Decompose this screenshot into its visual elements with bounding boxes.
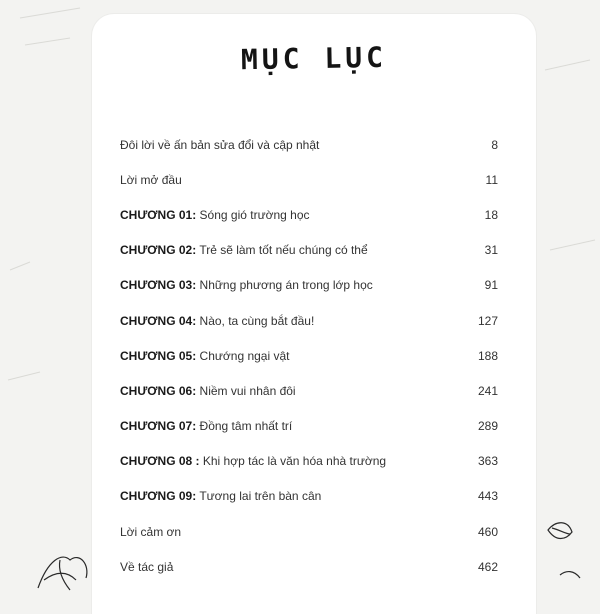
toc-entry [120, 233, 498, 268]
toc-entry-title: Những phương án trong lớp học [196, 278, 373, 293]
toc-chapter-number: CHƯƠNG 05: [120, 348, 197, 363]
toc-page [92, 14, 536, 614]
toc-page-number: 241 [477, 383, 498, 398]
toc-page-number: 8 [491, 137, 498, 152]
toc-entry [120, 268, 498, 303]
toc-entry-label [120, 243, 368, 257]
toc-entry-title: Đôi lời về ấn bản sửa đổi và cập nhật [120, 137, 320, 152]
toc-page-number: 11 [485, 172, 498, 187]
toc-page-number: 462 [477, 559, 498, 574]
toc-entry-title: Lời cảm ơn [120, 524, 182, 539]
toc-entry-label [120, 349, 290, 363]
toc-entry-label [120, 560, 173, 574]
toc-entry-title: Nào, ta cùng bắt đầu! [196, 313, 315, 328]
toc-chapter-number: CHƯƠNG 03: [120, 278, 197, 293]
toc-entry-title: Sóng gió trường học [196, 207, 310, 222]
toc-page-number: 443 [477, 489, 498, 504]
toc-entry [120, 373, 498, 408]
toc-entry-title: Trẻ sẽ làm tốt nếu chúng có thể [196, 243, 368, 258]
toc-entry-label [120, 384, 296, 398]
toc-entry [120, 514, 498, 549]
toc-entry [120, 409, 498, 444]
toc-entry-label [120, 489, 321, 503]
toc-entry-title: Đồng tâm nhất trí [196, 419, 293, 434]
toc-chapter-number: CHƯƠNG 09: [120, 489, 197, 504]
toc-entry-label [120, 419, 292, 433]
toc-chapter-number: CHƯƠNG 02: [120, 243, 197, 258]
toc-chapter-number: CHƯƠNG 06: [120, 383, 197, 398]
toc-entry-label [120, 525, 181, 539]
toc-page-number: 18 [484, 207, 498, 222]
toc-entry-title: Tương lai trên bàn cân [196, 489, 322, 504]
toc-page-number: 31 [484, 243, 498, 258]
toc-entry [120, 479, 498, 514]
toc-chapter-number: CHƯƠNG 07: [120, 419, 197, 434]
toc-chapter-number: CHƯƠNG 04: [120, 313, 197, 328]
toc-chapter-number: CHƯƠNG 08 : [120, 454, 200, 469]
toc-entry-label [120, 454, 386, 468]
toc-entry-label [120, 138, 319, 152]
page-title: MỤC LỤC [240, 40, 388, 77]
toc-entry [120, 303, 498, 338]
toc-entry-label [120, 173, 182, 187]
toc-chapter-number: CHƯƠNG 01: [120, 207, 197, 222]
toc-entry-label [120, 314, 314, 328]
toc-entry-title: Về tác giả [120, 559, 174, 574]
toc-entry-label [120, 208, 310, 222]
toc-entry [120, 549, 498, 584]
toc-entry-title: Lời mở đầu [120, 172, 182, 187]
toc-entry-title: Khi hợp tác là văn hóa nhà trường [199, 454, 387, 469]
toc-page-number: 363 [477, 454, 498, 469]
toc-entry [120, 162, 498, 197]
toc-entry [120, 197, 498, 232]
toc-entry-label [120, 278, 373, 292]
toc-page-number: 289 [477, 419, 498, 434]
toc-page-number: 188 [477, 348, 498, 363]
toc-list [120, 127, 498, 584]
toc-entry-title: Chướng ngại vật [196, 348, 290, 363]
toc-entry [120, 127, 498, 162]
toc-entry-title: Niềm vui nhân đôi [196, 383, 296, 398]
toc-page-number: 127 [477, 313, 498, 328]
toc-entry [120, 338, 498, 373]
toc-entry [120, 444, 498, 479]
toc-page-number: 460 [477, 524, 498, 539]
toc-page-number: 91 [484, 278, 498, 293]
